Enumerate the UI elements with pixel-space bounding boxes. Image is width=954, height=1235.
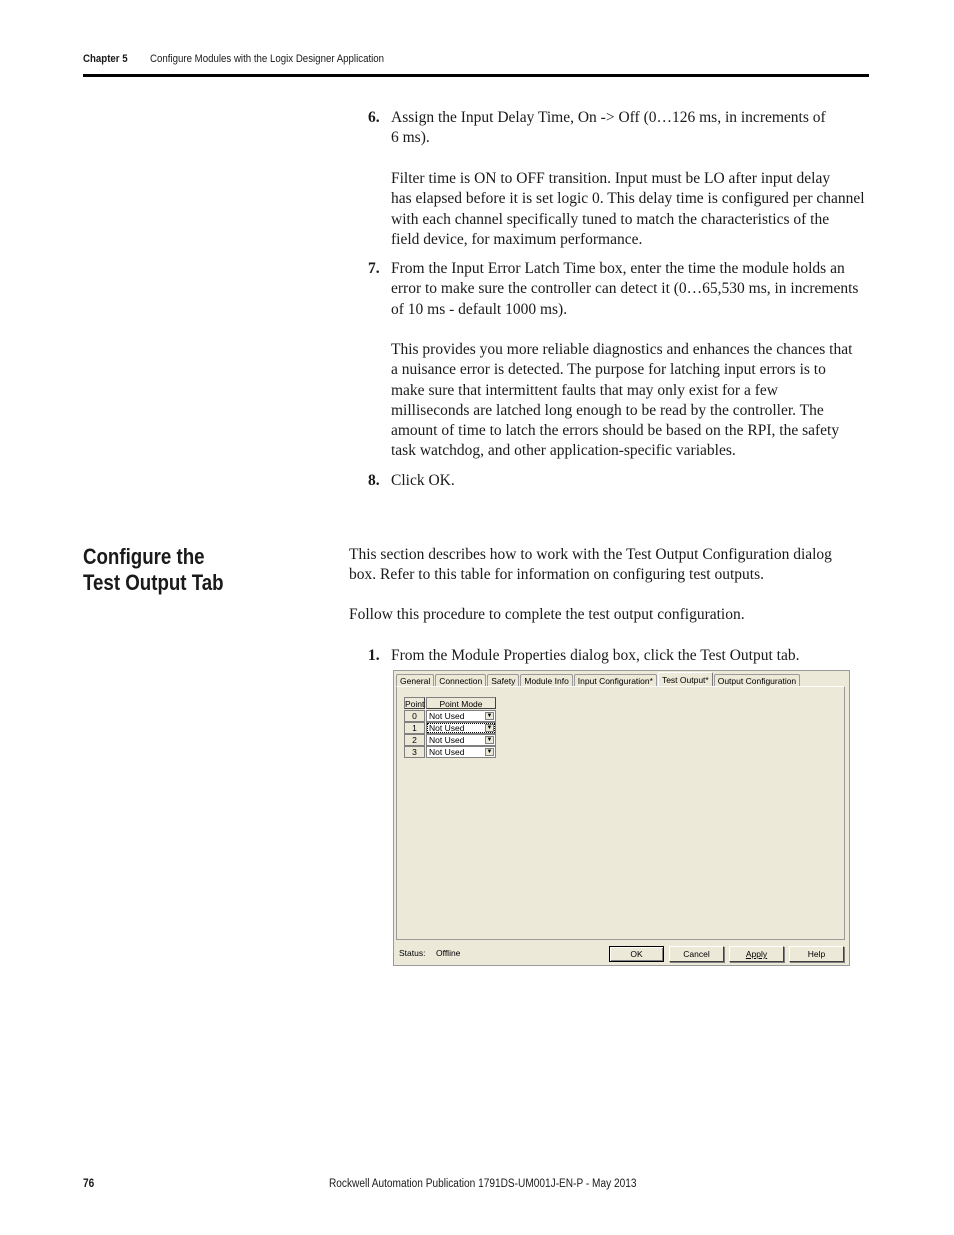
page-number: 76 <box>83 1178 95 1190</box>
step-8-number: 8. <box>368 472 380 489</box>
point-mode-select-1[interactable] <box>426 722 496 734</box>
ok-button[interactable]: OK <box>609 946 664 962</box>
dropdown-arrow-icon[interactable]: ▼ <box>486 725 493 731</box>
step-1-text: From the Module Properties dialog box, click the Test Output tab. <box>391 647 800 664</box>
module-properties-dialog <box>393 670 850 966</box>
step-6-paragraph-1: Assign the Input Delay Time, On -> Off (0…126 ms, in increments of 6 ms). <box>391 109 826 147</box>
dialog-status-bar <box>394 943 849 965</box>
section-intro: This section describes how to work with the Test Output Configuration dialog box. Refer to this table for information on configuring test outputs. <box>349 546 832 584</box>
publication-info: Rockwell Automation Publication 1791DS-UM001J-EN-P - May 2013 <box>329 1178 637 1190</box>
step-7-paragraph-1: From the Input Error Latch Time box, enter the time the module holds an error to make sure the controller can detect it (0…65,530 ms, in increments of 10 ms - default 1000 ms). <box>391 260 859 318</box>
tab-module-info[interactable]: Module Info <box>520 674 572 687</box>
step-6-paragraph-2: Filter time is ON to OFF transition. Input must be LO after input delay has elapsed before it is set logic 0. This delay time is configured per channel with each channel specifically tuned to match the characteristics of the field device, for maximum performance. <box>391 170 865 248</box>
point-mode-value: Not Used <box>429 747 465 757</box>
point-cell-3: 3 <box>404 746 425 758</box>
point-cell-0: 0 <box>404 710 425 722</box>
point-mode-select-2[interactable] <box>426 734 496 746</box>
chapter-title: Configure Modules with the Logix Designer Application <box>150 53 385 65</box>
point-mode-value: Not Used <box>429 723 465 733</box>
status-value: Offline <box>436 948 461 958</box>
dropdown-arrow-icon[interactable]: ▼ <box>486 749 493 755</box>
chapter-label: Chapter 5 <box>83 53 128 65</box>
step-8-text: Click OK. <box>391 472 455 489</box>
tab-connection[interactable]: Connection <box>435 674 486 687</box>
header-rule <box>83 74 869 77</box>
tab-output-configuration[interactable]: Output Configuration <box>714 674 800 687</box>
test-output-panel <box>396 686 845 940</box>
point-cell-1: 1 <box>404 722 425 734</box>
section-follow: Follow this procedure to complete the test output configuration. <box>349 606 745 623</box>
step-7-paragraph-2: This provides you more reliable diagnostics and enhances the chances that a nuisance error is detected. The purpose for latching input errors is to make sure that intermittent faults that may only exist for a few milliseconds are latched long enough to be read by the controller. The amount of time to latch the errors should be based on the RPI, the safety task watchdog, and other application-specific variables. <box>391 341 853 460</box>
status-label: Status: <box>399 948 426 958</box>
tab-test-output[interactable]: Test Output* <box>658 672 713 687</box>
apply-button[interactable]: Apply <box>729 946 784 962</box>
grid-header-point-mode: Point Mode <box>426 697 496 709</box>
dropdown-arrow-icon[interactable]: ▼ <box>486 737 493 743</box>
point-mode-value: Not Used <box>429 711 465 721</box>
section-heading: Configure the Test Output Tab <box>83 544 224 595</box>
step-7-number: 7. <box>368 260 380 277</box>
tab-general[interactable]: General <box>396 674 434 687</box>
step-6-number: 6. <box>368 109 380 126</box>
point-mode-select-0[interactable] <box>426 710 496 722</box>
step-1-number: 1. <box>368 647 380 664</box>
dropdown-arrow-icon[interactable]: ▼ <box>486 713 493 719</box>
cancel-button[interactable]: Cancel <box>669 946 724 962</box>
tab-input-configuration[interactable]: Input Configuration* <box>574 674 657 687</box>
point-mode-value: Not Used <box>429 735 465 745</box>
tab-safety[interactable]: Safety <box>487 674 519 687</box>
tab-strip <box>396 672 801 687</box>
point-cell-2: 2 <box>404 734 425 746</box>
point-mode-select-3[interactable] <box>426 746 496 758</box>
grid-header-point: Point <box>405 699 425 709</box>
help-button[interactable]: Help <box>789 946 844 962</box>
